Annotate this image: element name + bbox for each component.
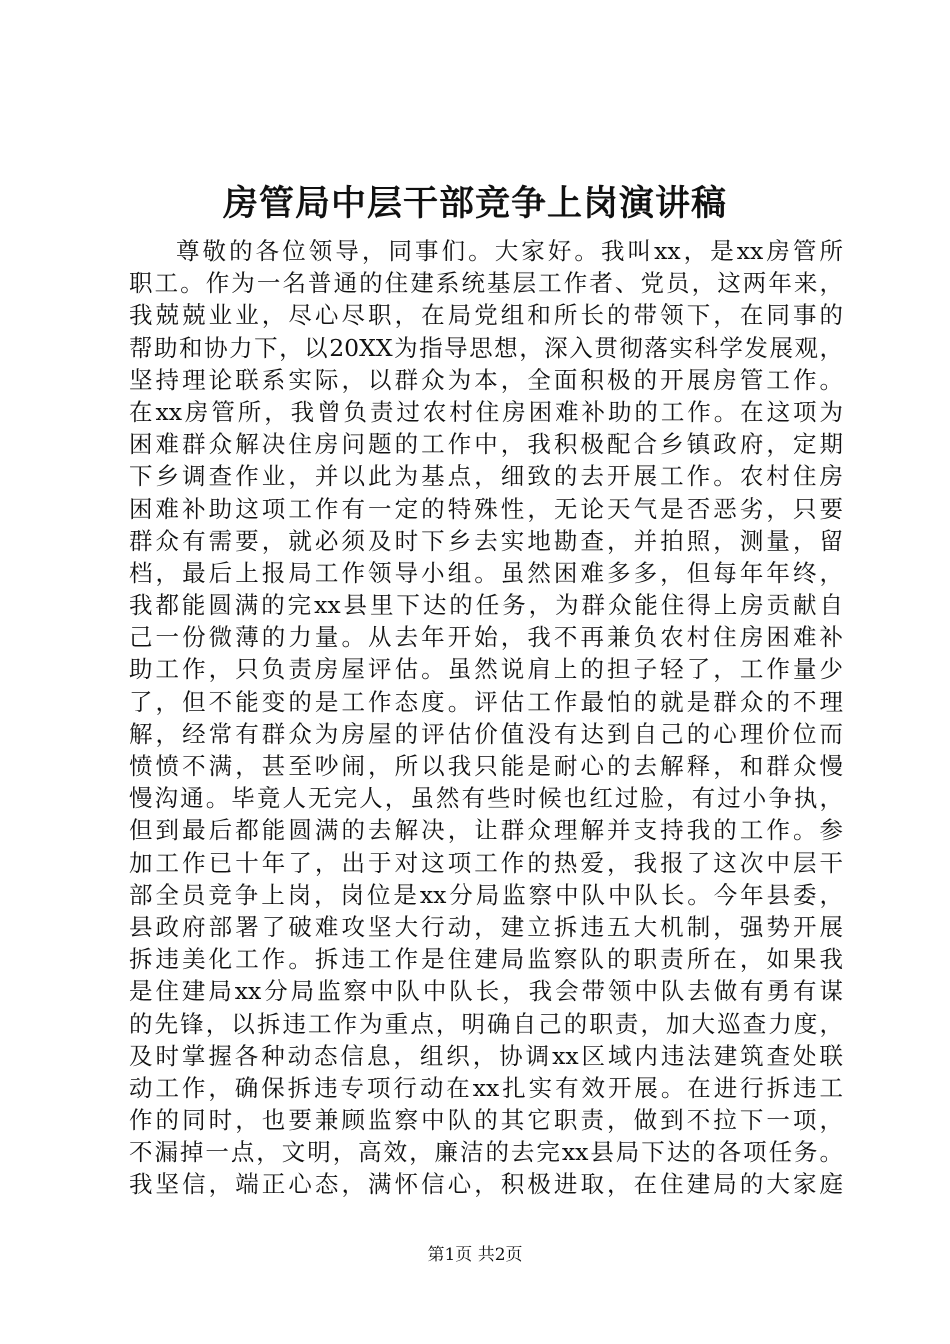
body-line: 职工。作为一名普通的住建系统基层工作者、党员，这两年来， [129,269,843,298]
body-line: 但到最后都能圆满的去解决，让群众理解并支持我的工作。参 [129,816,843,845]
body-line: 慢沟通。毕竟人无完人，虽然有些时候也红过脸，有过小争执， [129,784,843,813]
body-line: 解，经常有群众为房屋的评估价值没有达到自己的心理价位而 [129,719,843,748]
body-line: 拆违美化工作。拆违工作是住建局监察队的职责所在，如果我 [129,945,843,974]
body-line: 下乡调查作业，并以此为基点，细致的去开展工作。农村住房 [129,462,843,491]
body-line: 我都能圆满的完xx县里下达的任务，为群众能住得上房贡献自 [129,591,843,620]
body-line: 了，但不能变的是工作态度。评估工作最怕的就是群众的不理 [129,687,843,716]
body-line: 帮助和协力下，以20XX为指导思想，深入贯彻落实科学发展观， [129,333,843,362]
body-line: 县政府部署了破难攻坚大行动，建立拆违五大机制，强势开展 [129,912,843,941]
body-line: 是住建局xx分局监察中队中队长，我会带领中队去做有勇有谋 [129,977,843,1006]
body-line: 愤愤不满，甚至吵闹，所以我只能是耐心的去解释，和群众慢 [129,752,843,780]
body-line: 我兢兢业业，尽心尽职，在局党组和所长的带领下，在同事的 [129,301,843,330]
body-line: 我坚信，端正心态，满怀信心，积极进取，在住建局的大家庭 [129,1170,843,1199]
body-line: 困难群众解决住房问题的工作中，我积极配合乡镇政府，定期 [129,430,843,459]
body-line: 困难补助这项工作有一定的特殊性，无论天气是否恶劣，只要 [129,494,843,523]
body-line: 的先锋，以拆违工作为重点，明确自己的职责，加大巡查力度， [129,1009,843,1038]
body-line: 部全员竞争上岗，岗位是xx分局监察中队中队长。今年县委， [129,880,843,909]
body-line: 加工作已十年了，出于对这项工作的热爱，我报了这次中层干 [129,848,843,877]
document-body [129,235,843,1201]
body-line: 坚持理论联系实际，以群众为本，全面积极的开展房管工作。 [129,365,843,394]
page-number-footer: 第1页 共2页 [427,1245,523,1265]
document-title: 房管局中层干部竞争上岗演讲稿 [222,183,727,224]
body-line: 作的同时，也要兼顾监察中队的其它职责，做到不拉下一项， [129,1106,843,1135]
body-line: 助工作，只负责房屋评估。虽然说肩上的担子轻了，工作量少 [129,655,843,684]
body-line: 在xx房管所，我曾负责过农村住房困难补助的工作。在这项为 [129,397,843,426]
body-line: 档，最后上报局工作领导小组。虽然困难多多，但每年年终， [129,558,843,587]
body-line: 尊敬的各位领导，同事们。大家好。我叫xx，是xx房管所 [176,237,843,265]
body-line: 群众有需要，就必须及时下乡去实地勘查，并拍照，测量，留 [129,526,843,555]
body-line: 己一份微薄的力量。从去年开始，我不再兼负农村住房困难补 [129,623,843,652]
body-line: 不漏掉一点，文明，高效，廉洁的去完xx县局下达的各项任务。 [129,1138,843,1167]
body-line: 动工作，确保拆违专项行动在xx扎实有效开展。在进行拆违工 [129,1073,843,1102]
body-line: 及时掌握各种动态信息，组织，协调xx区域内违法建筑查处联 [129,1041,843,1070]
